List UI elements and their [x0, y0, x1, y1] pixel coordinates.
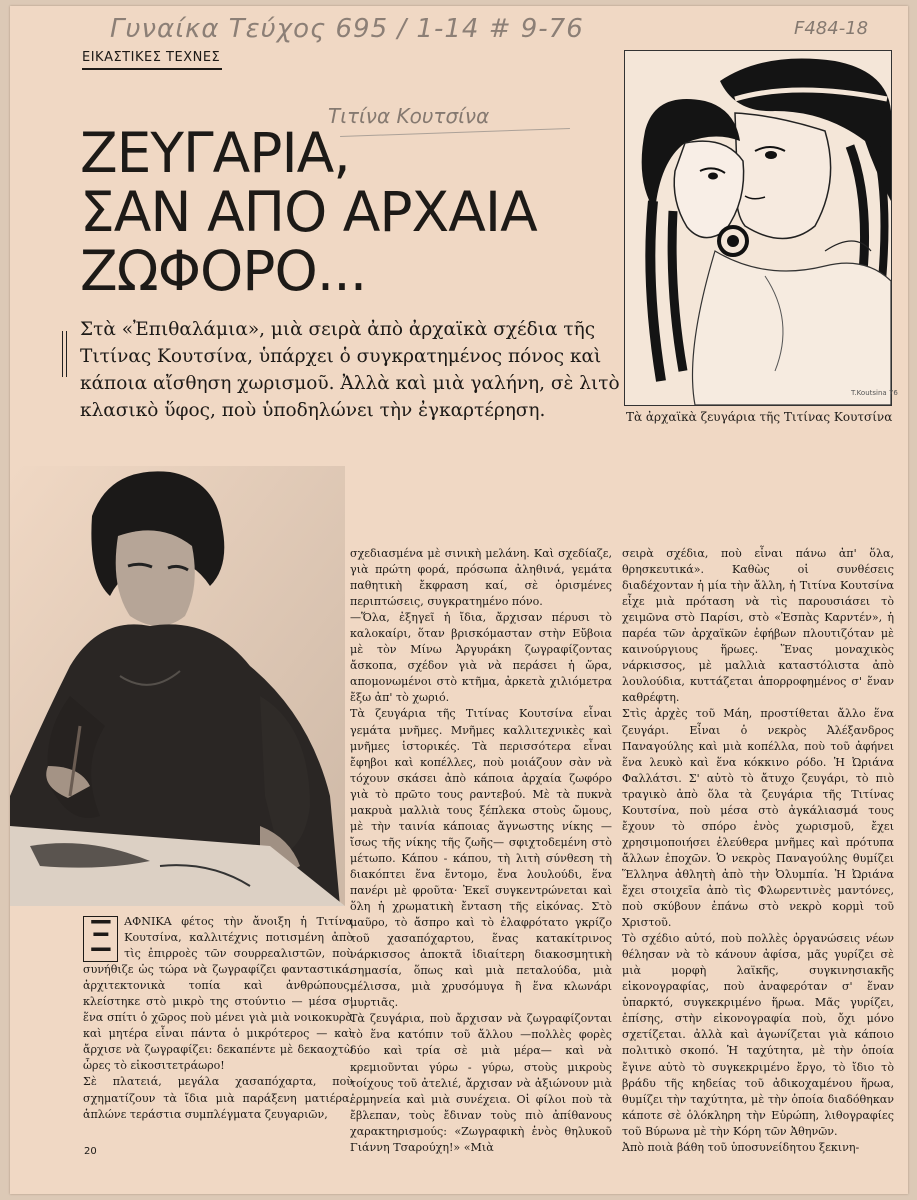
column-2-paragraph: —Ὅλα, ἐξηγεῖ ἡ ἴδια, ἄρχισαν πέρυσι τὸ καλοκαίρι, ὅταν βρισκόμασταν στὴν Εὔβοια μὲ τὸν Μίνω Ἀργυράκη ζωγραφίζοντας ἄσκοπα, σχέδον γιὰ νὰ περάσει ἡ ὥρα, απομονωμένοι στὸ κτῆμα, ἀρκετὰ χιλιόμετρα ἔξω ἀπ' τὸ χωριό. [350, 611, 612, 705]
illustration-caption: Τὰ ἀρχαϊκὰ ζευγάρια τῆς Τιτίνας Κουτσίνα [626, 410, 893, 424]
column-2-paragraph: Τὰ ζευγάρια, ποὺ ἄρχισαν νὰ ζωγραφίζονται τὸ ἕνα κατόπιν τοῦ ἄλλου —πολλὲς φορὲς δύο καὶ τρία σὲ μιὰ μέρα— καὶ νὰ κρεμιοῦνται γύρω - γύρω, στοὺς μικροὺς τοίχους τοῦ ἀτελιέ, ἄρχισαν νὰ ἀξιώνουν μιὰ ἑρμηνεία καὶ μιὰ συνέχεια. Οἱ φίλοι ποὺ τὰ ἔβλεπαν, τοὺς ἔδιναν τοὺς πιὸ ἀπίθανους χαρακτηρισμούς: «Ζωγραφικὴ ἑνὸς θηλυκοῦ Γιάννη Τσαρούχη!» «Μιὰ [350, 1012, 612, 1154]
magazine-page [10, 6, 908, 1194]
column-3-paragraph: σειρὰ σχέδια, ποὺ εἶναι πάνω ἀπ' ὅλα, θρησκευτικά». Καθὼς οἱ συνθέσεις διαδέχονταν ἡ μία τὴν ἄλλη, ἡ Τιτίνα Κουτσίνα εἶχε μιὰ πρόταση νὰ τὶς παρουσιάσει τὸ χειμῶνα στὸ Παρίσι, στὸ «Ἐσπὰς Καρντέν», ἡ παρέα τῶν ἀρχαϊκῶν ἐφήβων πλουτιζόταν μὲ καινούργιους ἥρωες. Ἕνας μοναχικὸς νάρκισσος, μὲ μαλλιὰ καταστόλιστα ἀπὸ λουλούδια, κυττάζεται ἀπορροφημένος σ' ἕναν καθρέφτη. [622, 547, 894, 705]
dropcap-letter: Ξ [83, 916, 118, 962]
column-1-paragraph: Σὲ πλατειά, μεγάλα χασαπόχαρτα, ποὺ σχηματίζουν τὰ ἴδια μιὰ παράξενη ματιέρα, ἁπλώνε τεράστια συμπλέγματα ζευγαριῶν, [83, 1075, 353, 1121]
illustration-signature: T.Koutsina 76 [851, 389, 898, 397]
article-column-2 [350, 546, 612, 1156]
artist-photograph [10, 466, 345, 906]
article-column-3 [622, 546, 894, 1156]
column-3-paragraph: Τὸ σχέδιο αὐτό, ποὺ πολλὲς ὀργανώσεις νέων θέλησαν νὰ τὸ κάνουν ἀφίσα, μᾶς γυρίζει σὲ μιὰ μορφὴ λαϊκῆς, συγκινησιακῆς εἰκονογραφίας, ποὺ ἀναφερόταν σ' ἕναν ὑπαρκτό, συγκεκριμένο ἥρωα. Μᾶς γυρίζει, ἐπίσης, στὴν εἰκονογραφία ποὺ, ὄχι μόνο σχετίζεται. ἀλλὰ καὶ ἀγωνίζεται γιὰ κάποιο πολιτικὸ σκοπό. Ἡ ταχύτητα, μὲ τὴν ὁποία ἔγινε αὐτὸ τὸ συγκεκριμένο ἔργο, τὸ ἴδιο τὸ βράδυ τῆς κηδείας τοῦ ἀδικοχαμένου ἥρωα, θυμίζει τὴν ταχύτητα, μὲ τὴν ὁποία διαδόθηκαν κάποτε σὲ ὁλόκληρη τὴν Εὐρώπη, λιθογραφίες τοῦ Βύρωνα μὲ τὴν Κόρη τῶν Ἀθηνῶν. [622, 932, 894, 1138]
section-rule [82, 68, 222, 70]
photo-drawing [10, 466, 345, 906]
column-3-paragraph: Ἀπὸ ποιὰ βάθη τοῦ ὑποσυνείδητου ξεκινη- [622, 1140, 860, 1154]
column-2-paragraph: σχεδιασμένα μὲ σινικὴ μελάνη. Καὶ σχεδίαζε, γιὰ πρώτη φορά, πρόσωπα ἀληθινά, γεμάτα παθητικὴ ἔκφραση καί, σὲ ὁρισμένες περιπτώσεις, συγκρατημένο πόνο. [350, 547, 612, 609]
article-intro: Στὰ «Ἐπιθαλάμια», μιὰ σειρὰ ἀπὸ ἀρχαϊκὰ σχέδια τῆς Τιτίνας Κουτσίνα, ὑπάρχει ὁ συγκρατημένος πόνος καὶ κάποια αἴσθηση χωρισμοῦ. Ἀλλὰ καὶ μιὰ γαλήνη, σὲ λιτὸ κλασικὸ ὕφος, ποὺ ὑποδηλώνει τὴν ἐγκαρτέρηση. [80, 319, 620, 421]
section-label: ΕΙΚΑΣΤΙΚΕΣ ΤΕΧΝΕΣ [82, 50, 221, 65]
handwritten-artist-name: Τιτίνα Κουτσίνα [328, 104, 490, 128]
archaic-couple-illustration [624, 50, 898, 406]
article-title: ΖΕΥΓΑΡΙΑ, ΣΑΝ ΑΠΟ ΑΡΧΑΙΑ ΖΩΦΟΡΟ... [80, 121, 537, 303]
handwritten-reference: F484-18 [794, 18, 869, 39]
column-2-paragraph: Τὰ ζευγάρια τῆς Τιτίνας Κουτσίνα εἶναι γεμάτα μνῆμες. Μνῆμες καλλιτεχνικὲς καὶ μνῆμες ἱστορικές. Τὰ περισσότερα εἶναι ἔφηβοι καὶ κοπέλλες, ποὺ μοιάζουν σὰν νὰ τόχουν σκάσει ἀπὸ κάποια ἀρχαία ζωφόρο γιὰ τὸ πρῶτο τους ραντεβού. Μὲ τὰ πυκνὰ μακρυὰ μαλλιὰ τους ξέπλεκα στοὺς ὤμους, μὲ τὴν ταινία κάποιας ἄγνωστης νίκης —ἴσως τῆς νίκης τῆς ζωῆς— σφιχτοδεμένη στὸ μέτωπο. Κάπου - κάπου, τὴ λιτὴ σύνθεση τὴ διακόπτει ἕνα ἔντομο, ἕνα λουλούδι, ἕνα πανέρι μὲ φροῦτα· Ἐκεῖ συγκεντρώνεται καὶ ὅλη ἡ χρωματικὴ ἔνταση τῆς εἰκόνας. Στὸ μαῦρο, τὸ ἄσπρο καὶ τὸ ἐλαφρότατο γκρίζο τοῦ χασαπόχαρτου, ἕνας κατακίτρινος νάρκισσος ἀποκτᾶ ἰδιαίτερη διακοσμητικὴ σημασία, ὅπως καὶ μιὰ πεταλούδα, μιὰ μέλισσα, μιὰ χρυσόμυγα ἢ ἕνα κλωνάρι μυρτιᾶς. [350, 707, 612, 1010]
margin-bracket-mark [62, 331, 67, 377]
handwritten-annotation-top: Γυναίκα Τεύχος 695 / 1-14 # 9-76 [110, 14, 584, 44]
column-3-paragraph: Στὶς ἀρχὲς τοῦ Μάη, προστίθεται ἄλλο ἕνα ζευγάρι. Εἶναι ὁ νεκρὸς Ἀλέξανδρος Παναγούλης καὶ μιὰ κοπέλλα, ποὺ τοῦ ἀφήνει ἕνα λευκὸ καὶ ἕνα κόκκινο ρόδο. Ἡ Ὠριάνα Φαλλάτσι. Σ' αὐτὸ τὸ ἄτυχο ζευγάρι, τὸ πιὸ τραγικὸ ἀπὸ ὅλα τὰ ζευγάρια τῆς Τιτίνας Κουτσίνα, ποὺ μέσα στὸ ἀγκάλιασμά τους ἔχουν τὸ σπόρο ἑνὸς χωρισμοῦ, ἔχει χρησιμοποιήσει ἐλεύθερα μνῆμες καὶ πρότυπα ἄλλων ἐποχῶν. Ὁ νεκρὸς Παναγούλης θυμίζει Ἕλληνα ἀθλητὴ ἀπὸ τὴν Ὀλυμπία. Ἡ Ὠριάνα ἔχει στοιχεῖα ἀπὸ τὶς Φλωρεντινὲς μαντόνες, ποὺ σκύβουν ἐπάνω στὸ νεκρὸ κορμὶ τοῦ Χριστοῦ. [622, 707, 894, 930]
column-1-paragraph: ΑΦΝΙΚΑ φέτος τὴν ἄνοιξη ἡ Τιτίνα Κουτσίνα, καλλιτέχνις ποτισμένη ἀπὸ τὶς ἐπιρροὲς τῶν σουρρεαλιστῶν, ποὺ συνήθιζε ὡς τώρα νὰ ζωγραφίζει φανταστικά, ἀρχιτεκτονικὰ τοπία καὶ ἀνθρώπους, κλείστηκε στὸ μικρὸ της στούντιο — μέσα σ' ἕνα σπίτι ὁ χῶρος ποὺ μένει γιὰ μιὰ νοικοκυρὰ καὶ μητέρα εἶναι πάντα ὁ μικρότερος — καὶ ἄρχισε νὰ ζωγραφίζει: δεκαπέντε μὲ δεκαοχτὼ ὧρες τὸ εἰκοσιτετράωρο! [83, 915, 353, 1073]
page-number: 20 [84, 1146, 97, 1157]
illustration-drawing [625, 51, 898, 405]
article-column-1 [83, 914, 353, 1123]
